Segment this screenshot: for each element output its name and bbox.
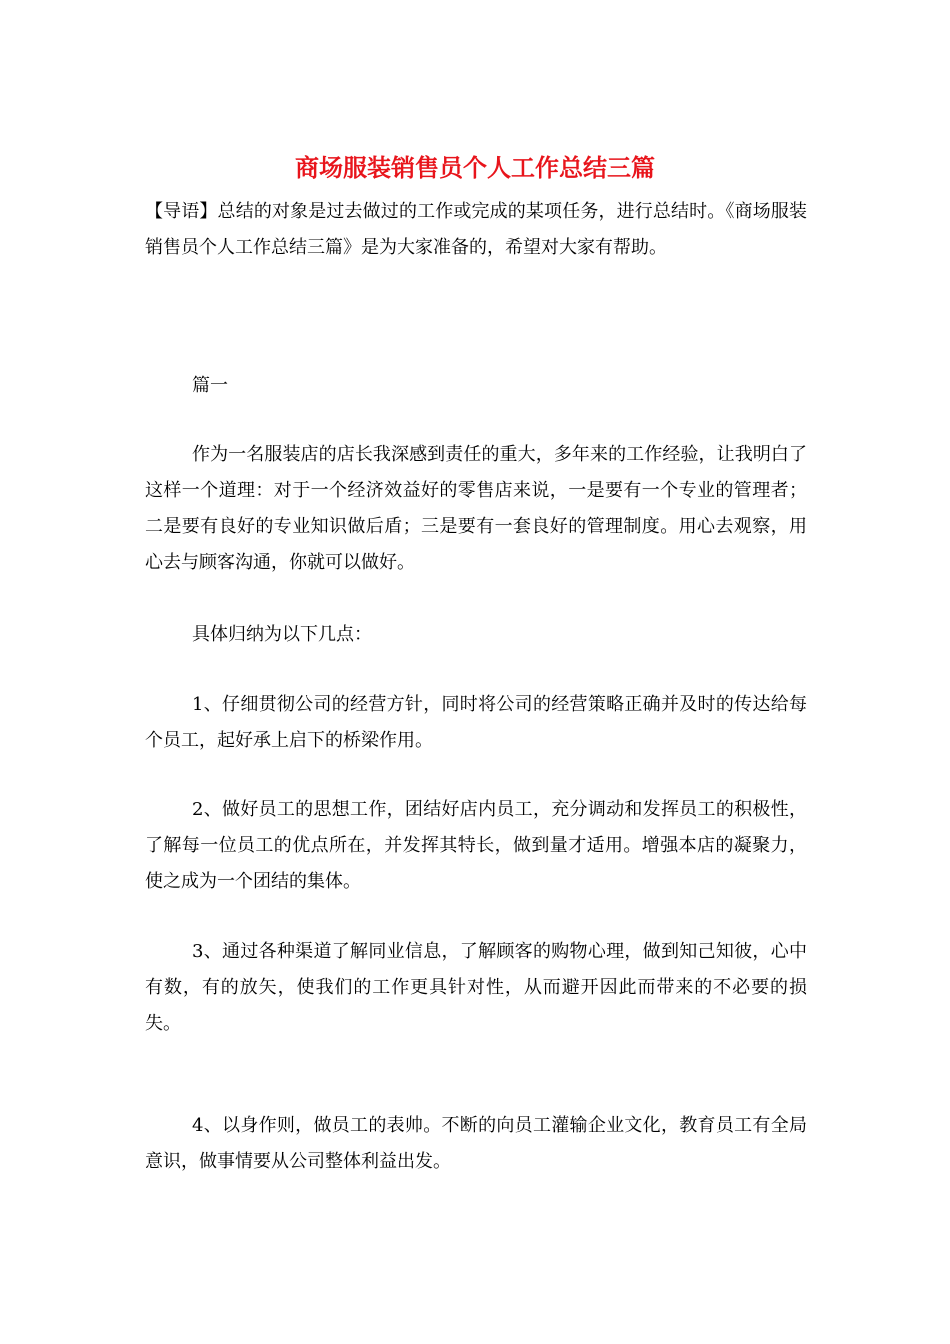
body-paragraph: 作为一名服装店的店长我深感到责任的重大，多年来的工作经验，让我明白了这样一个道理：对于一个经济效益好的零售店来说，一是要有一个专业的管理者；二是要有良好的专业知识做后盾；三是要有一套良好的管理制度。用心去观察，用心去与顾客沟通，你就可以做好。 xyxy=(145,444,807,573)
list-item-paragraph: 3、通过各种渠道了解同业信息，了解顾客的购物心理，做到知己知彼，心中有数，有的放矢，使我们的工作更具针对性，从而避开因此而带来的不必要的损失。 xyxy=(145,941,807,1034)
list-item-paragraph: 4、以身作则，做员工的表帅。不断的向员工灌输企业文化，教育员工有全局意识，做事情要从公司整体利益出发。 xyxy=(145,1115,807,1172)
document-title: 商场服装销售员个人工作总结三篇 xyxy=(295,154,655,182)
body-paragraph: 具体归纳为以下几点： xyxy=(192,624,372,645)
lead-paragraph: 【导语】总结的对象是过去做过的工作或完成的某项任务，进行总结时。《商场服装销售员个人工作总结三篇》是为大家准备的，希望对大家有帮助。 xyxy=(145,201,807,258)
section-heading: 篇一 xyxy=(192,375,228,396)
list-item-paragraph: 1、仔细贯彻公司的经营方针，同时将公司的经营策略正确并及时的传达给每个员工，起好承上启下的桥梁作用。 xyxy=(145,694,807,751)
list-item-paragraph: 2、做好员工的思想工作，团结好店内员工，充分调动和发挥员工的积极性，了解每一位员工的优点所在，并发挥其特长，做到量才适用。增强本店的凝聚力，使之成为一个团结的集体。 xyxy=(145,799,807,892)
